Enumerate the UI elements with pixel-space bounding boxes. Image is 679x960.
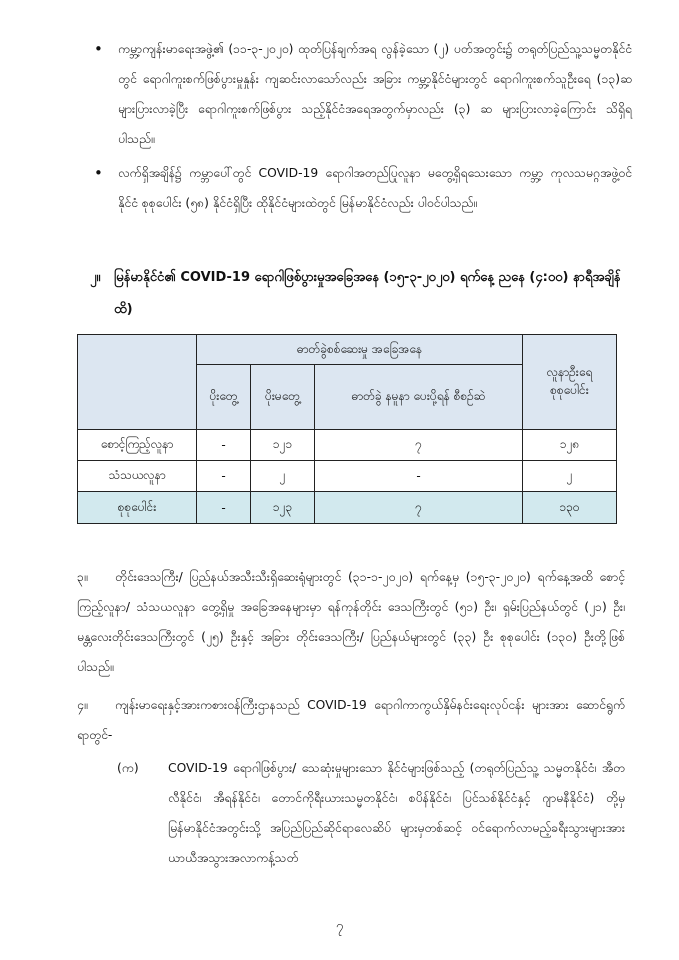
negative-header: ပိုးမတွေ့ [250, 365, 314, 430]
sub-item-label: (က) [117, 761, 139, 775]
lab-status-header: ဓာတ်ခွဲစစ်ဆေးမှု အခြေအနေ [197, 335, 523, 365]
sub-item-a [118, 753, 625, 873]
total-cell: ၁၂၈ [523, 430, 617, 461]
table-row [78, 461, 617, 492]
sub-item-text: COVID-19 ရောဂါဖြစ်ပွား/ သေဆုံးမှုများသော နိုင်ငံများဖြစ်သည့် (တရုတ်ပြည်သူ့ သမ္မတနိုင်ငံ၊ အီတလီနိုင်ငံ၊ အီရန်နိုင်ငံ၊ တောင်ကိုရီးယားသမ္မတနိုင်ငံ၊ စပိန်နိုင်ငံ၊ ပြင်သစ်နိုင်ငံနှင့် ဂျာမနီနိုင်ငံ) တို့မှမြန်မာနိုင်ငံအတွင်းသို့ အပြည်ပြည်ဆိုင်ရာလေဆိပ် များမှတစ်ဆင့် ဝင်ရောက်လာမည့်ခရီးသွားများအား ယာယီအသွားအလာကန့်သတ် [168, 761, 625, 865]
bullet-text: လက်ရှိအချိန်၌ ကမ္ဘာပေါ်တွင် COVID-19 ရောဂါအတည်ပြုလူနာ မတွေ့ရှိရသေးသော ကမ္ဘာ့ ကုလသမဂ္ဂအဖွဲ့ဝင်နိုင်ငံ စုစုပေါင်း (၅၈) နိုင်ငံရှိပြီး ထိုနိုင်ငံများထဲတွင် မြန်မာနိုင်ငံလည်း ပါဝင်ပါသည်။ [118, 166, 632, 210]
negative-cell: ၁၂၁ [250, 430, 314, 461]
paragraph-text: ကျန်းမာရေးနှင့်အားကစားဝန်ကြီးဌာနသည် COVID-19 ရောဂါကာကွယ်နှိမ်နင်းရေးလုပ်ငန်း များအား ဆောင်ရွက်ရာတွင်- [77, 698, 625, 742]
positive-cell: - [197, 461, 251, 492]
total-cell: ၁၃၀ [523, 492, 617, 524]
bullet-list [92, 34, 632, 222]
paragraph-text: တိုင်းဒေသကြီး/ ပြည်နယ်အသီးသီးရှိဆေးရုံများတွင် (၃၁-၁-၂၀၂၀) ရက်နေ့မှ (၁၅-၃-၂၀၂၀) ရက်နေ့အထိ စောင့်ကြည့်လူနာ/ သံသယလူနာ တွေ့ရှိမှု အခြေအနေများမှာ ရန်ကုန်တိုင်း ဒေသကြီးတွင် (၅၁) ဦး၊ ရှမ်းပြည်နယ်တွင် (၂၁) ဦး၊ မန္တလေးတိုင်းဒေသကြီးတွင် (၂၅) ဦးနှင့် အခြား တိုင်းဒေသကြီး/ ပြည်နယ်များတွင် (၃၃) ဦး စုစုပေါင်း (၁၃၀) ဦးတို့ဖြစ်ပါသည်။ [77, 570, 625, 674]
positive-header: ပိုးတွေ့ [197, 365, 251, 430]
covid-status-table [77, 334, 617, 524]
positive-cell: - [197, 492, 251, 524]
paragraph-4 [77, 690, 625, 750]
table-header-row [78, 335, 617, 365]
page-number: ၇ [335, 919, 344, 934]
empty-header-cell [78, 335, 197, 430]
table-total-row [78, 492, 617, 524]
table-row [78, 430, 617, 461]
bullet-text: ကမ္ဘာ့ကျန်းမာရေးအဖွဲ့၏ (၁၁-၃-၂၀၂၀) ထုတ်ပြန်ချက်အရ လွန်ခဲ့သော (၂) ပတ်အတွင်း၌ တရုတ်ပြည်သူ့သမ္မတနိုင်ငံတွင် ရောဂါကူးစက်ဖြစ်ပွားမှုနှုန်း ကျဆင်းလာသော်လည်း အခြား ကမ္ဘာ့နိုင်ငံများတွင် ရောဂါကူးစက်သူဦးရေ (၁၃)ဆများပြားလာခဲ့ပြီး ရောဂါကူးစက်ဖြစ်ပွား သည့်နိုင်ငံအရေအတွက်မှာလည်း (၃) ဆ များပြားလာခဲ့ကြောင်း သိရှိရပါသည်။ [118, 42, 632, 146]
bullet-item [92, 158, 632, 218]
pending-cell: ၇ [314, 430, 522, 461]
row-label: စောင့်ကြည့်လူနာ [78, 430, 197, 461]
section-number: ၂။ [90, 270, 101, 285]
paragraph-3 [77, 562, 625, 682]
negative-cell: ၂ [250, 461, 314, 492]
section-heading [90, 262, 636, 326]
row-label: စုစုပေါင်း [78, 492, 197, 524]
row-label: သံသယလူနာ [78, 461, 197, 492]
bullet-icon: • [94, 164, 103, 182]
pending-cell: ၇ [314, 492, 522, 524]
paragraph-number: ၄။ [77, 698, 88, 712]
pending-cell: - [314, 461, 522, 492]
positive-cell: - [197, 430, 251, 461]
bullet-item [92, 34, 632, 154]
section-title: မြန်မာနိုင်ငံ၏ COVID-19 ရောဂါဖြစ်ပွားမှုအခြေအနေ (၁၅-၃-၂၀၂၀) ရက်နေ့ ညနေ (၄:၀၀) နာရီအချိန်ထိ) [114, 270, 621, 317]
total-patients-header: လူနာဦးရေ စုစုပေါင်း [523, 335, 617, 430]
bullet-icon: • [94, 40, 103, 58]
total-cell: ၂ [523, 461, 617, 492]
negative-cell: ၁၂၃ [250, 492, 314, 524]
pending-header: ဓာတ်ခွဲ နမူနာ ပေးပို့ရန် စီစဉ်ဆဲ [314, 365, 522, 430]
paragraph-number: ၃။ [77, 570, 88, 584]
